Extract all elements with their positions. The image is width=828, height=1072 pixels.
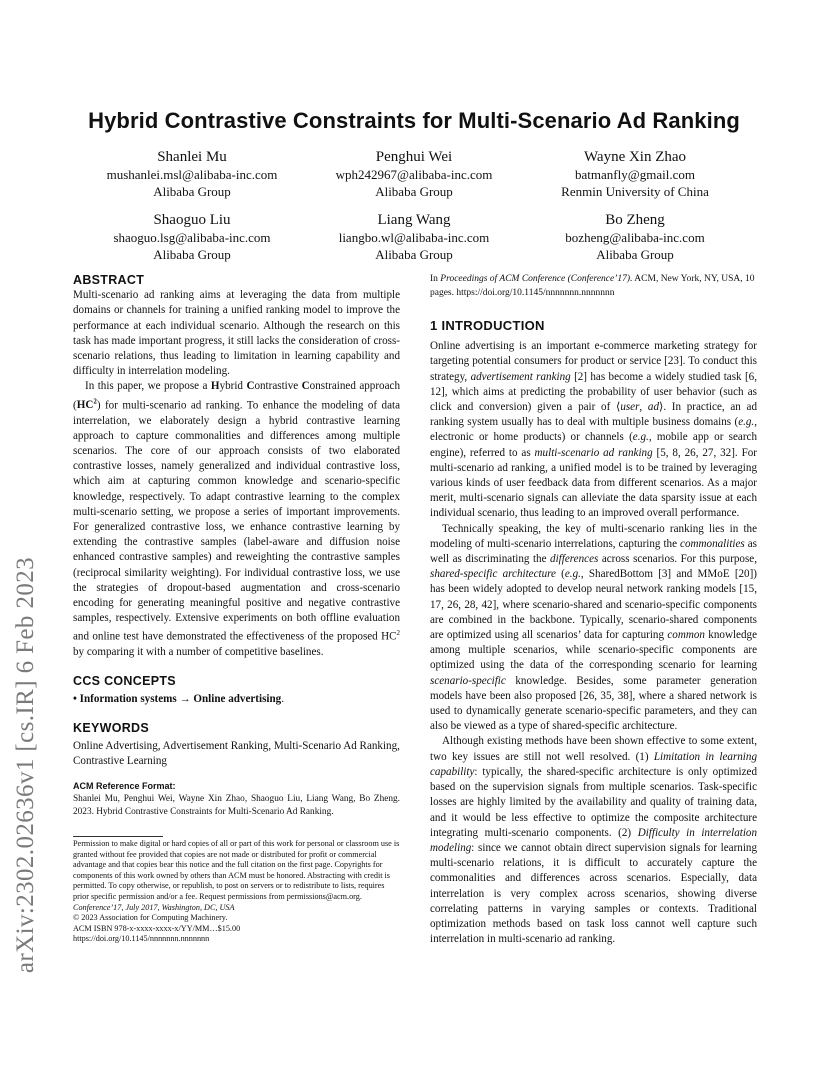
permission-text: Permission to make digital or hard copies of all or part of this work for personal or classroom use is granted without fee provided that copies are not made or distributed for profit or commercial advantage and that copies bear this notice and the full citation on the first page. Copyrights for components of this work owned by others than ACM must be honored. Abstracting with credit is permitted. To copy otherwise, or republish, to post on servers or to redistribute to lists, requires prior specific permission and/or a fee. Request permissions from permissions@acm.org. [73, 839, 400, 901]
acm-reference-text: Shanlei Mu, Penghui Wei, Wayne Xin Zhao, Shaoguo Liu, Liang Wang, Bo Zheng. 2023. Hybrid Contrastive Constraints for Multi-Scenario Ad Ranking. [73, 794, 400, 817]
author-affiliation: Alibaba Group [153, 246, 231, 262]
isbn-line: ACM ISBN 978-x-xxxx-xxxx-x/YY/MM…$15.00 [73, 923, 241, 933]
keywords-heading: KEYWORDS [73, 720, 150, 735]
author-block [62, 148, 322, 200]
arxiv-stamp [6, 310, 46, 974]
introduction-heading: 1 INTRODUCTION [430, 318, 545, 333]
copyright-line: © 2023 Association for Computing Machinery. [73, 913, 228, 923]
abstract-heading: ABSTRACT [73, 273, 145, 287]
footnote-rule [73, 836, 163, 837]
abstract-paragraph: Multi-scenario ad ranking aims at leveraging the data from multiple domains or channels for training a unified ranking model to improve the performance at each individual scenario. Although the research on this task has made important progress, it still lacks the consideration of cross-scenario relations, thus leading to limitation in learning capability and difficulty in interrelation modeling. [73, 289, 400, 378]
author-affiliation: Alibaba Group [375, 246, 453, 262]
intro-paragraph: Online advertising is an important e-commerce marketing strategy for targeting potential consumers for product or service [23]. To conduct this strategy, advertisement ranking [2] has become a widely studied task [6, 12], which aims at predicting the probability of user behavior (such as click and conversion) given a pair of ⟨user, ad⟩. In practice, an ad ranking system usually has to deal with multiple business domains (e.g., electronic or home products) or channels (e.g., mobile app or search engine), referred to as multi-scenario ad ranking [5, 8, 26, 27, 32]. For multi-scenario ad ranking, a unified model is to be trained by leveraging various kinds of user feedback data from different scenarios. As a major merit, multi-scenario signals can alleviate the data sparsity issue at each individual scenario, thus leading to an improved overall performance. [430, 340, 757, 520]
author-email[interactable]: wph242967@alibaba-inc.com [335, 167, 493, 182]
author-name: Bo Zheng [605, 212, 665, 228]
paper-title: Hybrid Contrastive Constraints for Multi-Scenario Ad Ranking [88, 108, 740, 133]
author-email[interactable]: shaoguo.lsg@alibaba-inc.com [113, 230, 271, 245]
author-name: Shaoguo Liu [153, 212, 231, 228]
author-email[interactable]: liangbo.wl@alibaba-inc.com [338, 230, 490, 245]
author-name: Shanlei Mu [157, 149, 227, 165]
acm-citation: In Proceedings of ACM Conference (Conference’17). ACM, New York, NY, USA, 10 pages. https://doi.org/10.1145/nnnnnnn.nnnnnnn [430, 274, 755, 298]
ccs-concepts: • Information systems → Online advertising. [73, 692, 284, 705]
author-name: Liang Wang [377, 212, 451, 228]
left-column [73, 273, 400, 818]
author-email[interactable]: mushanlei.msl@alibaba-inc.com [106, 167, 278, 182]
permission-block [73, 839, 400, 945]
author-block [62, 211, 322, 263]
author-affiliation: Alibaba Group [375, 183, 453, 199]
acm-reference [73, 780, 400, 818]
author-affiliation: Renmin University of China [561, 183, 709, 199]
author-email[interactable]: bozheng@alibaba-inc.com [565, 230, 705, 245]
ccs-heading: CCS CONCEPTS [73, 674, 176, 689]
author-block [505, 211, 765, 263]
author-name: Penghui Wei [375, 149, 453, 165]
author-affiliation: Alibaba Group [596, 246, 674, 262]
acm-reference-heading: ACM Reference Format: [73, 781, 176, 792]
arxiv-stamp-text: arXiv:2302.02636v1 [cs.IR] 6 Feb 2023 [12, 556, 39, 974]
abstract-paragraph: In this paper, we propose a Hybrid Contrastive Constrained approach $(HC^2)$ for multi-scenario ad ranking. To enhance the modeling of data interrelation, we elaborately design a hybrid contrastive learning approach to capture commonalities and differences among multiple scenarios. The core of our approach consists of two elaborated contrastive losses, namely generalized and individual contrastive loss, which aim at capturing common knowledge and scenario-specific knowledge, respectively. To adapt contrastive learning to the complex multi-scenario setting, we propose a series of important improvements. For generalized contrastive loss, we enhance contrastive learning by extending the contrastive samples (label-aware and diffusion noise enhanced contrastive samples) and reweighting the contrastive samples (reciprocal similarity weighting). For individual contrastive loss, we use the strategies of dropout-based augmentation and cross-scenario encoding for generating meaningful positive and negative contrastive samples, respectively. Extensive experiments on both offline evaluation and online test have demonstrated the effectiveness of the proposed $HC^2$ by comparing it with a number of competitive baselines. [73, 380, 400, 659]
intro-paragraph: Although existing methods have been shown effective to some extent, two key issues are still not well resolved. (1) Limitation in learning capability: typically, the shared-specific architecture is only optimized based on the supervision signals from multiple scenarios. Task-specific losses are highly limited by the availability and quality of training data, and it would be less effective to optimize the composite architecture integrating multi-scenario components. (2) Difficulty in interrelation modeling: since we cannot obtain direct supervision signals for learning multi-scenario relations, it is difficult to accurately capture the commonalities and differences across scenarios. Especially, data interrelation is very complex across scenarios, showing diverse correlating patterns in varying samples or contexts. Traditional optimization methods based on task loss cannot well capture such interrelation in multi-scenario ad ranking. [430, 735, 757, 946]
conference-line: Conference’17, July 2017, Washington, DC, USA [73, 902, 235, 912]
author-block [505, 148, 765, 200]
author-email[interactable]: batmanfly@gmail.com [575, 167, 695, 182]
right-column [430, 318, 757, 947]
author-affiliation: Alibaba Group [153, 183, 231, 199]
doi-link[interactable]: https://doi.org/10.1145/nnnnnnn.nnnnnnn [73, 934, 210, 944]
intro-paragraph: Technically speaking, the key of multi-scenario ranking lies in the modeling of multi-scenario interrelations, capturing the commonalities as well as discriminating the differences across scenarios. For this purpose, shared-specific architecture (e.g., SharedBottom [3] and MMoE [20]) has been widely adopted to develop neural network ranking models [15, 17, 26, 28, 42], where scenario-shared and scenario-specific components are combined in the backbone. Typically, scenario-shared components are optimized using all scenarios’ data for capturing common knowledge among multiple scenarios, while scenario-specific components are optimized using the data of the corresponding scenario for learning scenario-specific knowledge. Besides, some parameter generation models have been also proposed [26, 35, 38], where a shared network is used to dynamically generate scenario-specific parameters, and they can also be viewed as a type of shared-specific architecture. [430, 522, 757, 733]
author-name: Wayne Xin Zhao [583, 149, 687, 165]
keywords-text: Online Advertising, Advertisement Ranking, Multi-Scenario Ad Ranking, Contrastive Learning [73, 740, 400, 768]
